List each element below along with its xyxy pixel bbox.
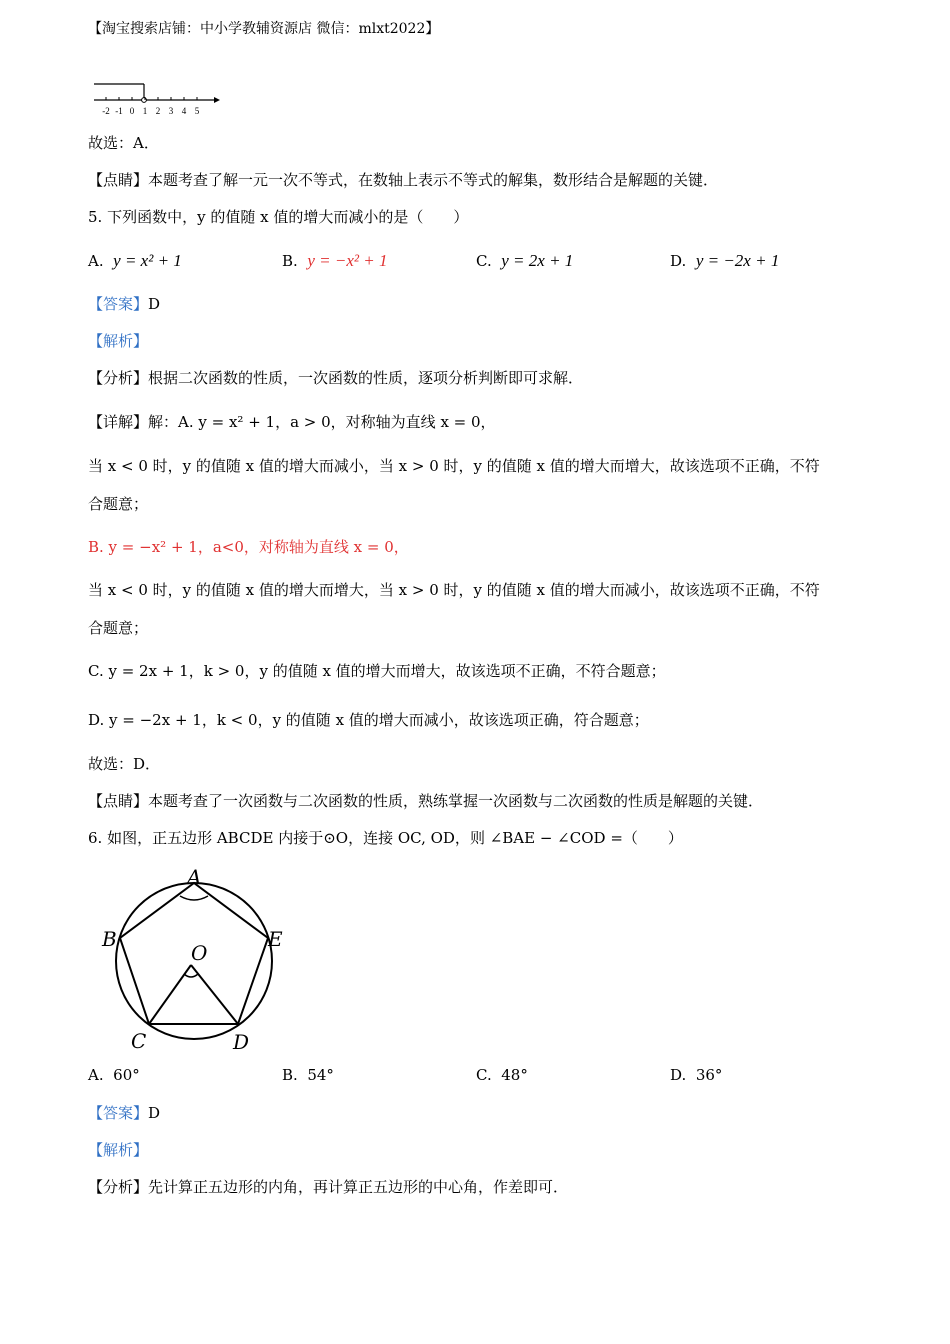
q6-option-c: C. 48°	[476, 1066, 528, 1084]
label-o: O	[191, 941, 208, 965]
number-line-tick-label: 5	[194, 106, 200, 116]
q5-detail-line-6: 合题意；	[88, 619, 149, 637]
q6-jiexi-tag: 【解析】	[88, 1141, 149, 1159]
q6-option-a: A. 60°	[88, 1066, 140, 1084]
q6-option-d: D. 36°	[670, 1066, 723, 1084]
q6-option-b: B. 54°	[282, 1066, 334, 1084]
q5-detail-line-9: 故选：D．	[88, 755, 161, 773]
q5-option-a: A. y = x² + 1	[88, 251, 182, 270]
label-e: E	[268, 927, 283, 951]
label-d: D	[233, 1030, 250, 1054]
number-line-tick-label: 4	[181, 106, 187, 116]
q6-fenxi: 【分析】先计算正五边形的内角，再计算正五边形的中心角，作差即可．	[88, 1178, 569, 1196]
q5-jiexi-tag: 【解析】	[88, 332, 149, 350]
q5-comment: 【点睛】本题考查了一次函数与二次函数的性质，熟练掌握一次函数与二次函数的性质是解题的关键．	[88, 792, 764, 810]
q5-option-b-expr: y = −x² + 1	[307, 251, 388, 270]
q5-detail-line-3: 合题意；	[88, 495, 149, 513]
pentagon-circle-figure	[98, 866, 298, 1056]
q5-detail-line-5: 当 x < 0 时，y 的值随 x 值的增大而增大，当 x > 0 时，y 的值随 x 值的增大而减小，故该选项不正确，不符	[88, 581, 820, 599]
q5-option-d-expr: y = −2x + 1	[695, 251, 780, 270]
number-line-tick-label: 1	[142, 106, 148, 116]
number-line-tick-label: -1	[115, 106, 123, 116]
q5-detail-line-7: C. y = 2x + 1，k > 0，y 的值随 x 值的增大而增大，故该选项不正确，不符合题意；	[88, 662, 666, 680]
q5-detail-line-1: 【详解】解：A. y = x² + 1，a > 0，对称轴为直线 x = 0，	[88, 413, 496, 431]
q5-stem: 5. 下列函数中，y 的值随 x 值的增大而减小的是（ ）	[88, 208, 469, 226]
q5-detail-line-4: B. y = −x² + 1，a<0，对称轴为直线 x = 0，	[88, 538, 409, 556]
q5-answer	[88, 294, 160, 314]
number-line-tick-label: 2	[155, 106, 161, 116]
q5-detail-line-2: 当 x < 0 时，y 的值随 x 值的增大而减小，当 x > 0 时，y 的值随 x 值的增大而增大，故该选项不正确，不符	[88, 457, 820, 475]
answer-value: D	[148, 295, 161, 313]
q5-detail-line-8: D. y = −2x + 1，k < 0，y 的值随 x 值的增大而减小，故该选项正确，符合题意；	[88, 711, 649, 729]
q6-answer: 【答案】D	[88, 1104, 161, 1122]
label-c: C	[131, 1029, 147, 1053]
q6-stem: 6. 如图，正五边形 ABCDE 内接于⊙O，连接 OC, OD，则 ∠BAE − ∠COD =（ ）	[88, 829, 683, 847]
number-line-figure	[92, 78, 222, 120]
q5-fenxi: 【分析】根据二次函数的性质，一次函数的性质，逐项分析判断即可求解．	[88, 369, 584, 387]
q5-option-c: C. y = 2x + 1	[476, 251, 574, 270]
number-line-tick-label: 3	[168, 106, 174, 116]
q5-option-d: D. y = −2x + 1	[670, 251, 780, 270]
q5-option-c-expr: y = 2x + 1	[501, 251, 574, 270]
number-line-tick-label: 0	[129, 106, 135, 116]
comment-text: 本题考查了解一元一次不等式，在数轴上表示不等式的解集，数形结合是解题的关键．	[148, 171, 719, 189]
q5-option-a-expr: y = x² + 1	[113, 251, 182, 270]
page-header: 【淘宝搜索店铺：中小学教辅资源店 微信：mlxt2022】	[88, 21, 440, 37]
comment-tag: 【点睛】	[88, 171, 149, 189]
q4-comment	[88, 170, 718, 190]
answer-tag: 【答案】	[88, 295, 149, 313]
label-a: A	[187, 866, 202, 889]
number-line-tick-label: -2	[102, 106, 110, 116]
label-b: B	[102, 927, 117, 951]
q5-option-b: B. y = −x² + 1	[282, 251, 388, 270]
q4-conclusion: 故选：A．	[88, 134, 159, 152]
